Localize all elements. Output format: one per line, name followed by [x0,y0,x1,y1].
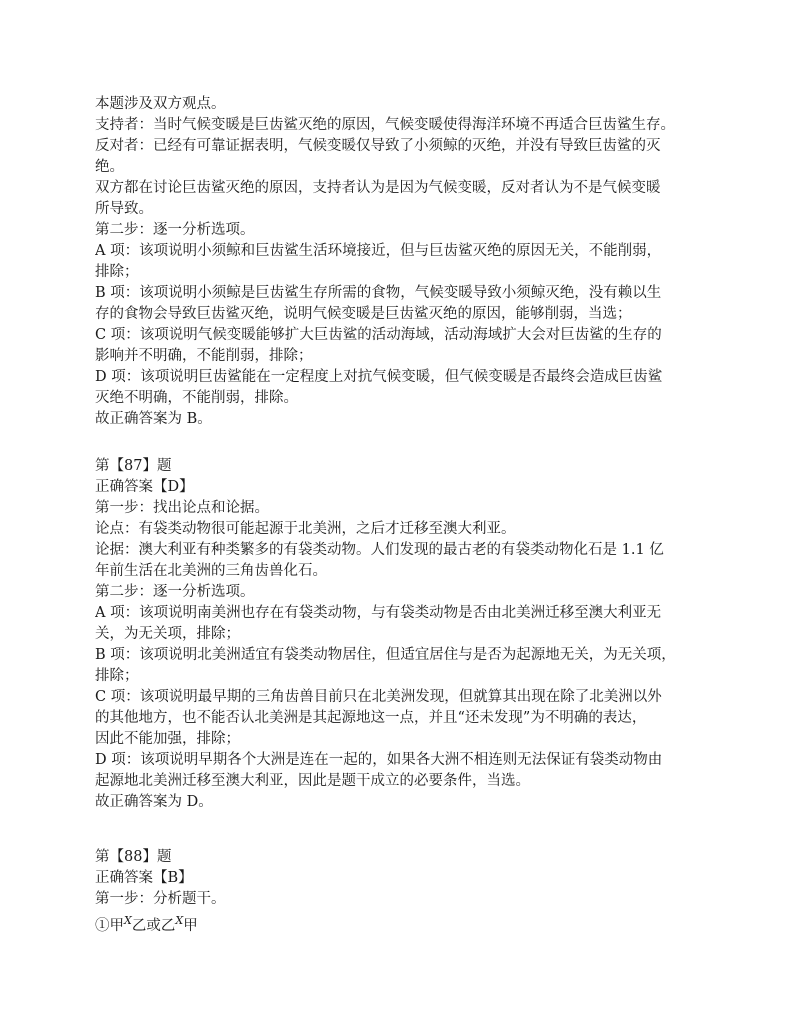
text-line: A 项：该项说明南美洲也存在有袋类动物，与有袋类动物是否由北美洲迁移至澳大利亚无 [95,605,662,621]
question-heading: 第【87】题 [95,458,172,474]
formula-term: 乙 [131,918,147,934]
text-line: B 项：该项说明北美洲适宜有袋类动物居住，但适宜居住与是否为起源地无关，为无关项， [95,647,676,663]
text-line: C 项：该项说明气候变暖能够扩大巨齿鲨的活动海域，活动海域扩大会对巨齿鲨的生存的 [95,327,662,343]
text-line: 灭绝不明确，不能削弱，排除。 [95,390,298,406]
text-line: B 项：该项说明小须鲸是巨齿鲨生存所需的食物，气候变暖导致小须鲸灭绝，没有赖以生 [95,285,662,301]
text-line: 第二步：逐一分析选项。 [95,222,255,238]
text-line: 论点：有袋类动物很可能起源于北美洲，之后才迁移至澳大利亚。 [95,521,516,537]
text-line: C 项：该项说明最早期的三角齿兽目前只在北美洲发现，但就算其出现在除了北美洲以外 [95,689,662,705]
formula-term: 乙 [160,918,176,934]
answer-conclusion: 故正确答案为 B。 [95,411,212,427]
text-line: 所导致。 [95,201,153,217]
section-previous-question-analysis [95,94,720,430]
text-line: 因此不能加强，排除； [95,731,240,747]
section-question-87 [95,456,720,813]
text-line: 第二步：逐一分析选项。 [95,584,255,600]
text-line: 第一步：找出论点和论据。 [95,500,269,516]
text-line: 影响并不明确，不能削弱，排除； [95,348,313,364]
section-question-88 [95,847,720,937]
text-line: 关，为无关项，排除； [95,626,240,642]
formula-connector: 或 [146,918,161,934]
text-line: 存的食物会导致巨齿鲨灭绝，说明气候变暖是巨齿鲨灭绝的原因，能够削弱，当选； [95,306,632,322]
text-line: 第一步：分析题干。 [95,891,226,907]
text-line: D 项：该项说明巨齿鲨能在一定程度上对抗气候变暖，但气候变暖是否最终会造成巨齿鲨 [95,369,663,385]
logic-formula [95,910,720,937]
circled-number-one: ① [95,918,110,934]
text-line: 的其他地方，也不能否认北美洲是其起源地这一点，并且“还未发现”为不明确的表达， [95,710,647,726]
question-heading: 第【88】题 [95,849,172,865]
correct-answer: 正确答案【B】 [95,870,193,886]
text-line: 反对者：已经有可靠证据表明，气候变暖仅导致了小须鲸的灭绝，并没有导致巨齿鲨的灭 [95,138,661,154]
text-line: 排除； [95,668,139,684]
correct-answer: 正确答案【D】 [95,479,194,495]
text-line: 年前生活在北美洲的三角齿兽化石。 [95,563,327,579]
formula-variable: X [124,914,132,927]
text-line: 绝。 [95,159,124,175]
formula-term: 甲 [183,918,198,934]
formula-variable: X [175,914,184,927]
text-line: 支持者：当时气候变暖是巨齿鲨灭绝的原因，气候变暖使得海洋环境不再适合巨齿鲨生存。 [95,117,675,133]
text-line: A 项：该项说明小须鲸和巨齿鲨生活环境接近，但与巨齿鲨灭绝的原因无关，不能削弱， [95,243,662,259]
text-line: 起源地北美洲迁移至澳大利亚，因此是题干成立的必要条件，当选。 [95,773,530,789]
text-line: 本题涉及双方观点。 [95,96,226,112]
formula-term: 甲 [109,918,124,934]
text-line: D 项：该项说明早期各个大洲是连在一起的，如果各大洲不相连则无法保证有袋类动物由 [95,752,663,768]
text-line: 论据：澳大利亚有种类繁多的有袋类动物。人们发现的最古老的有袋类动物化石是 1.1 亿 [95,542,664,558]
text-line: 双方都在讨论巨齿鲨灭绝的原因，支持者认为是因为气候变暖，反对者认为不是气候变暖 [95,180,661,196]
answer-conclusion: 故正确答案为 D。 [95,794,213,810]
text-line: 排除； [95,264,139,280]
